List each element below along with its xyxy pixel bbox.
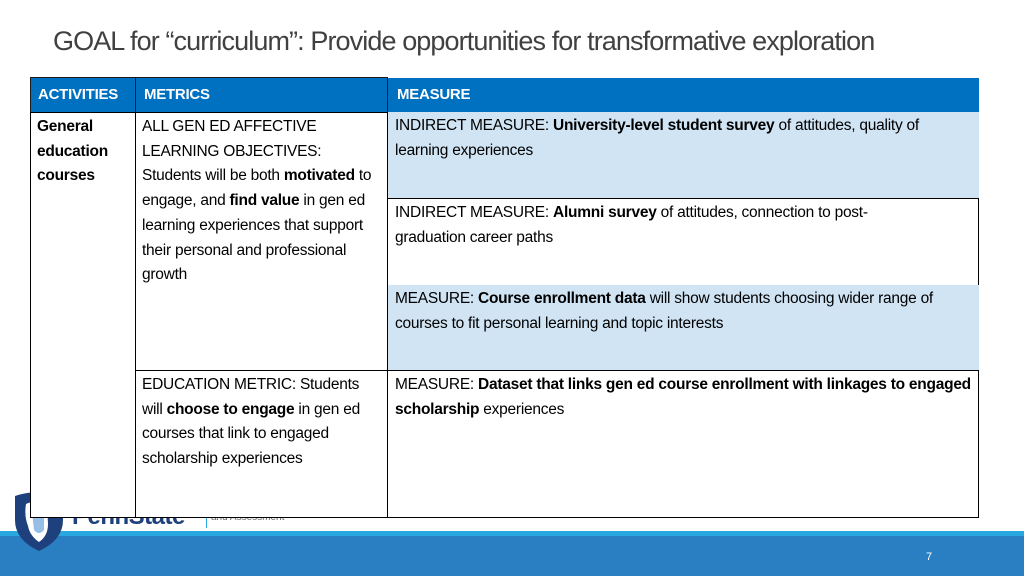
slide-title: GOAL for “curriculum”: Provide opportunities for transformative exploration: [53, 26, 875, 56]
metric-cell-affective: ALL GEN ED AFFECTIVE LEARNING OBJECTIVES: Students will be both motivated to engage, and find value in gen ed learning experiences that support their personal and professional growth: [135, 112, 388, 371]
header-measure: MEASURE: [388, 78, 979, 113]
header-activities: ACTIVITIES: [30, 77, 136, 113]
page-number: 7: [926, 551, 933, 563]
measure-cell-alumni-survey: INDIRECT MEASURE: Alumni survey of attitudes, connection to post-graduation career paths: [387, 198, 979, 286]
measure-cell-course-enrollment: MEASURE: Course enrollment data will show students choosing wider range of courses to fit personal learning and topic interests: [387, 285, 979, 371]
measure-cell-dataset: MEASURE: Dataset that links gen ed course enrollment with linkages to engaged scholarship experiences: [387, 370, 979, 518]
header-metrics: METRICS: [135, 77, 388, 113]
activity-cell: General education courses: [30, 112, 136, 518]
measure-cell-student-survey: INDIRECT MEASURE: University-level student survey of attitudes, quality of learning experiences: [387, 112, 979, 199]
metric-cell-education: EDUCATION METRIC: Students will choose to engage in gen ed courses that link to engaged scholarship experiences: [135, 370, 388, 518]
footer-band: [0, 536, 1024, 576]
